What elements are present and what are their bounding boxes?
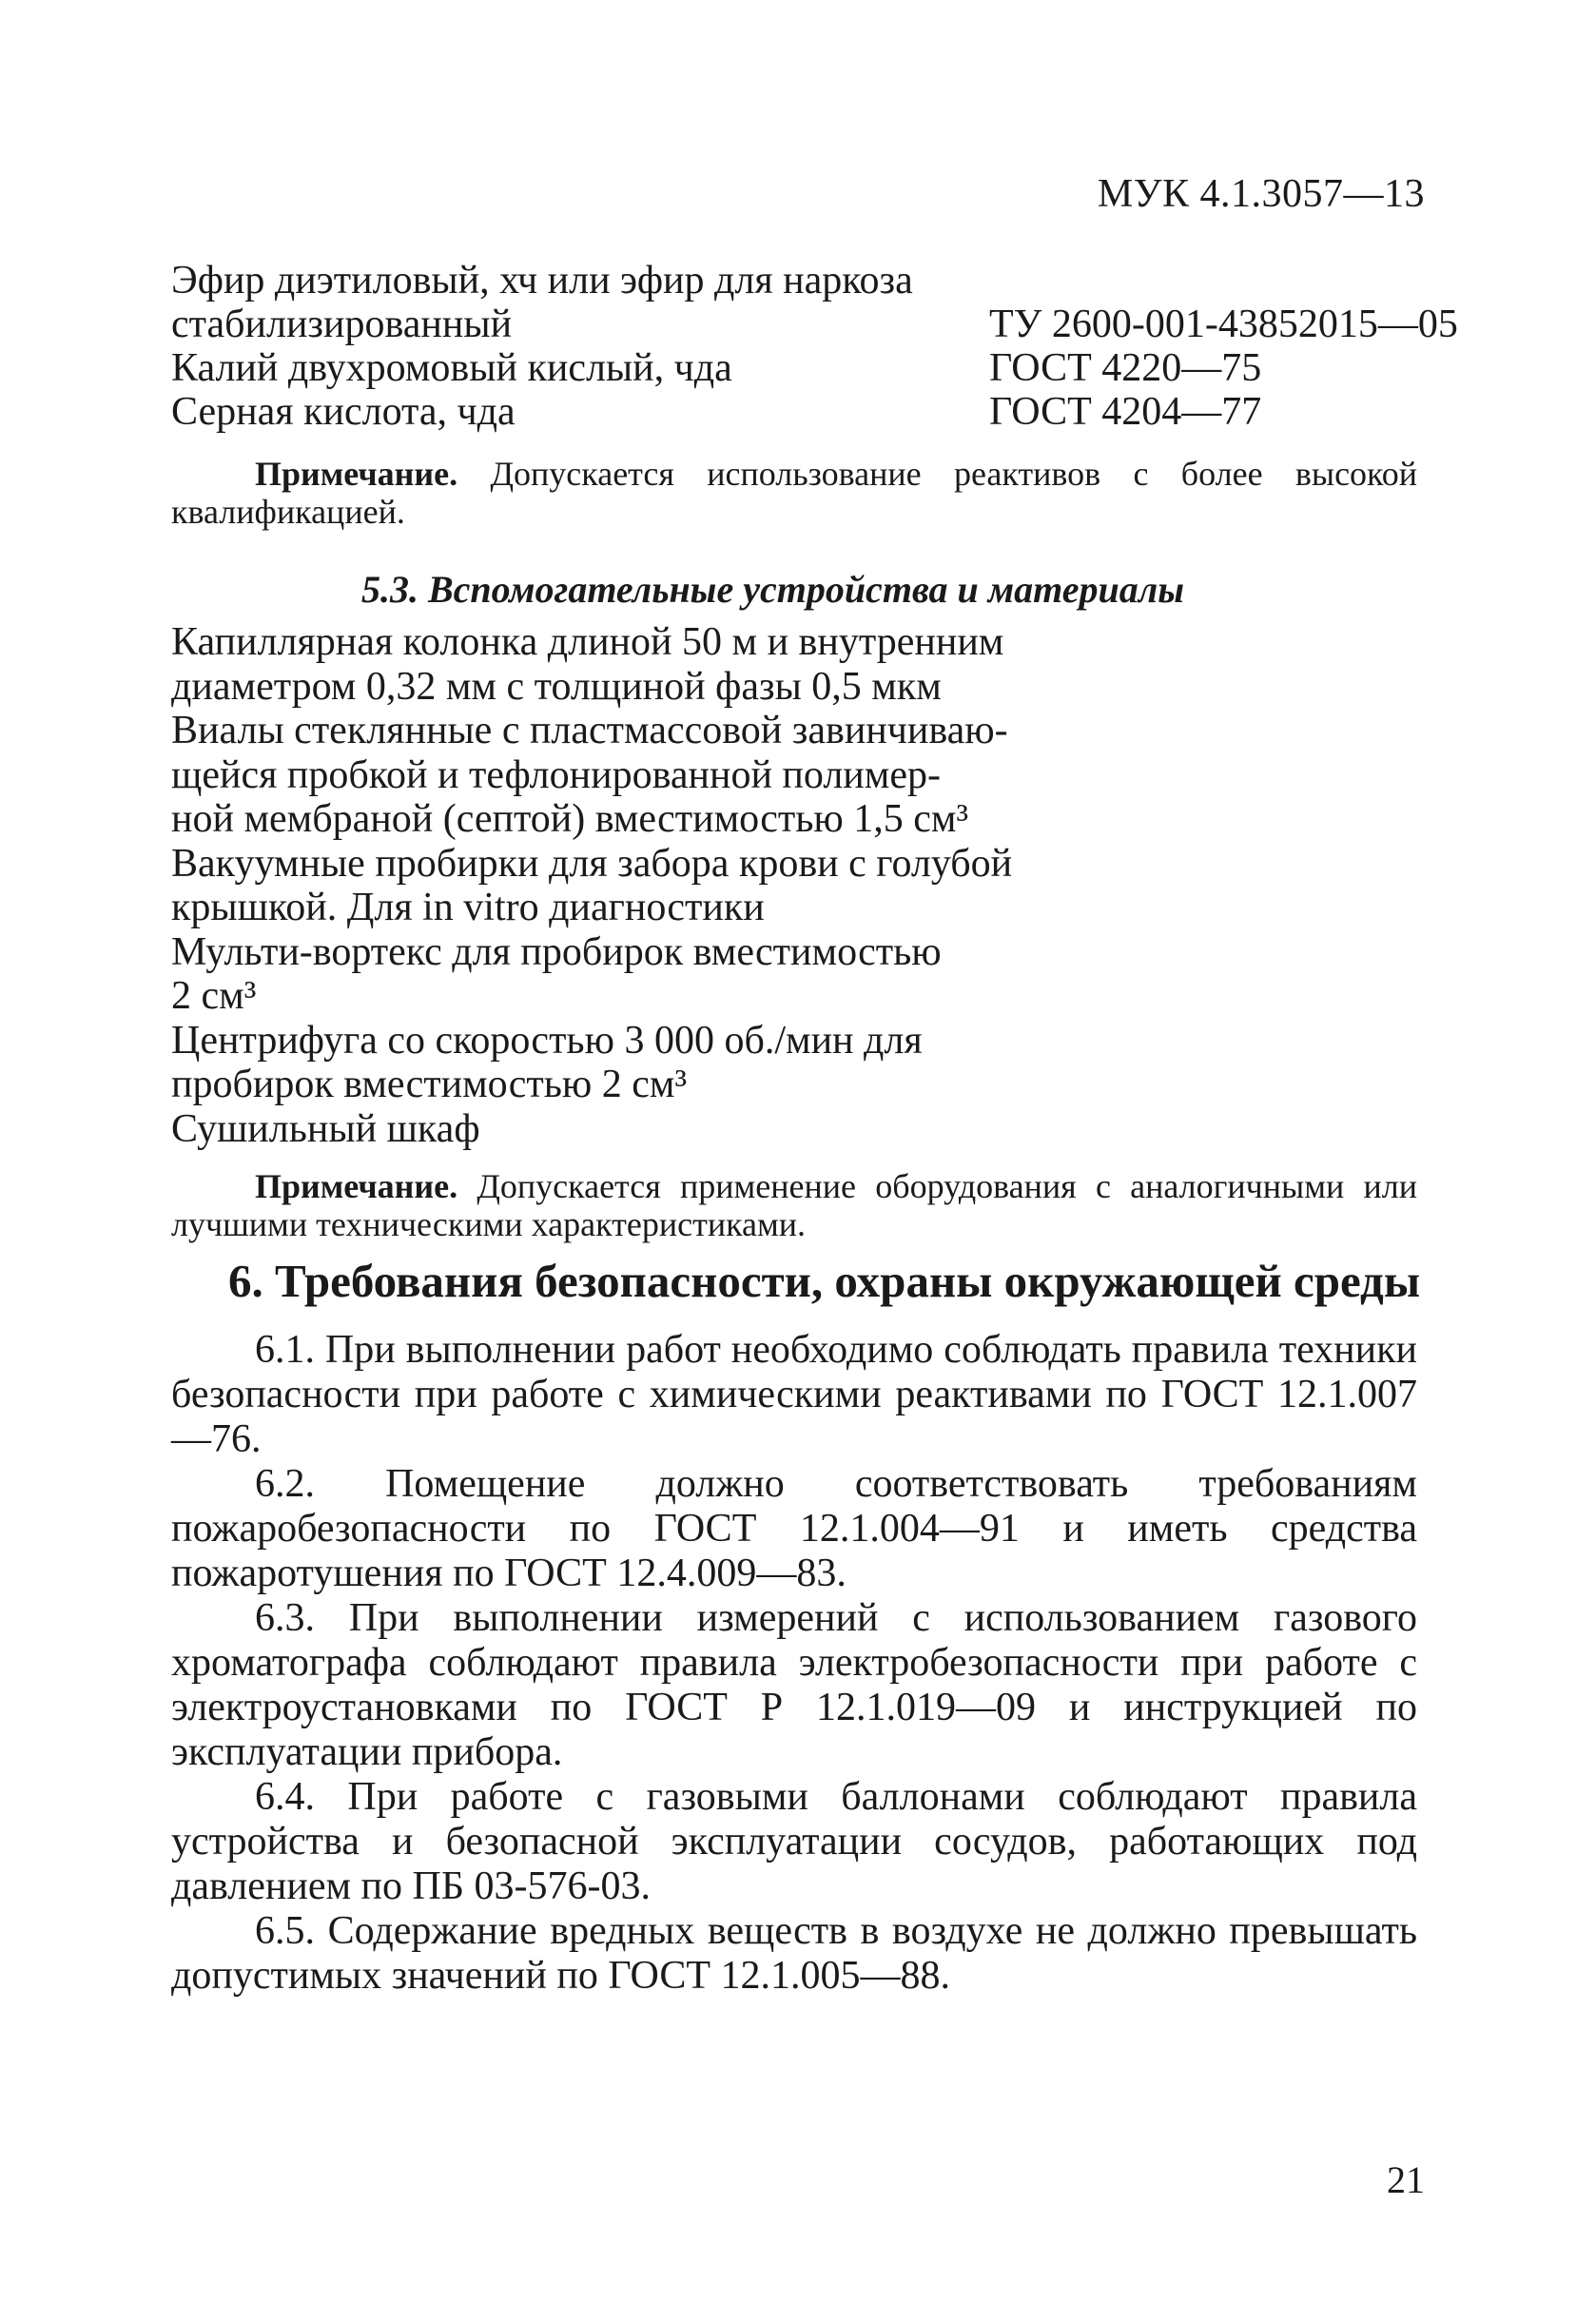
paragraph: 6.4. При работе с газовыми баллонами соблюдают правила устройства и безопасной эксплуатации сосудов, работающих под давлением по ПБ 03-576-03.: [171, 1775, 1417, 1908]
reagent-standard: ГОСТ 4204—77: [989, 390, 1262, 434]
reagent-name: Калий двухромовый кислый, чда: [171, 346, 732, 390]
paragraph: 6.1. При выполнении работ необходимо соблюдать правила техники безопасности при работе с химическими реактивами по ГОСТ 12.1.007—76.: [171, 1328, 1417, 1461]
reagent-name: [171, 259, 989, 346]
equipment-line: пробирок вместимостью 2 см³: [171, 1063, 688, 1106]
equipment-line: щейся пробкой и тефлонированной полимер-: [171, 752, 941, 797]
equipment-line: Центрифуга со скоростью 3 000 об./мин для: [171, 1018, 923, 1063]
equipment-line: ной мембраной (септой) вместимостью 1,5 см³: [171, 797, 969, 841]
reagents-list: [171, 259, 1458, 434]
paragraph: 6.3. При выполнении измерений с использованием газового хроматографа соблюдают правила электробезопасности при работе с электроустановками по ГОСТ Р 12.1.019—09 и инструкцией по эксплуатации прибора.: [171, 1596, 1417, 1774]
reagent-name-line: стабилизированный: [171, 303, 513, 346]
paragraph: 6.5. Содержание вредных веществ в воздухе не должно превышать допустимых значений по ГОСТ 12.1.005—88.: [171, 1909, 1417, 1998]
note-equipment: [171, 1167, 1417, 1243]
equipment-line: Вакуумные пробирки для забора крови с голубой: [171, 841, 1013, 886]
reagent-standard-value: ТУ 2600-001-43852015—05: [989, 303, 1458, 346]
note-reagents: [171, 455, 1417, 531]
note-text: Допускается применение оборудования с аналогичными или лучшими техническими характеристиками.: [171, 1167, 1417, 1243]
equipment-line: Виалы стеклянные с пластмассовой завинчиваю-: [171, 709, 1008, 752]
page-number: 21: [1387, 2158, 1425, 2201]
equipment-line: диаметром 0,32 мм с толщиной фазы 0,5 мкм: [171, 664, 942, 709]
note-text: Допускается использование реактивов с более высокой квалификацией.: [171, 455, 1417, 531]
section-title: 6. Требования безопасности, охраны окружающей среды: [228, 1255, 1421, 1307]
equipment-line: 2 см³: [171, 974, 257, 1018]
section-paragraphs: [171, 1328, 1417, 1999]
document-code: МУК 4.1.3057—13: [1097, 172, 1425, 216]
equipment-line: Сушильный шкаф: [171, 1106, 480, 1151]
reagent-row: [171, 259, 1458, 346]
reagent-name: Серная кислота, чда: [171, 390, 516, 434]
paragraph: 6.2. Помещение должно соответствовать требованиям пожаробезопасности по ГОСТ 12.1.004—91 и иметь средства пожаротушения по ГОСТ 12.4.009—83.: [171, 1462, 1417, 1595]
subsection-title: 5.3. Вспомогательные устройства и материалы: [361, 568, 1185, 611]
reagent-row: [171, 390, 1446, 434]
equipment-line: Мульти-вортекс для пробирок вместимостью: [171, 929, 942, 974]
reagent-row: [171, 346, 1446, 390]
note-label: Примечание.: [255, 1167, 458, 1205]
note-label: Примечание.: [255, 455, 458, 493]
equipment-line: Капиллярная колонка длиной 50 м и внутренним: [171, 620, 1004, 664]
reagent-name-line: Эфир диэтиловый, хч или эфир для наркоза: [171, 259, 913, 303]
equipment-list: [171, 620, 1027, 1151]
reagent-standard: [989, 259, 1458, 346]
reagent-standard: ГОСТ 4220—75: [989, 346, 1262, 390]
equipment-line: крышкой. Для in vitro диагностики: [171, 886, 765, 929]
